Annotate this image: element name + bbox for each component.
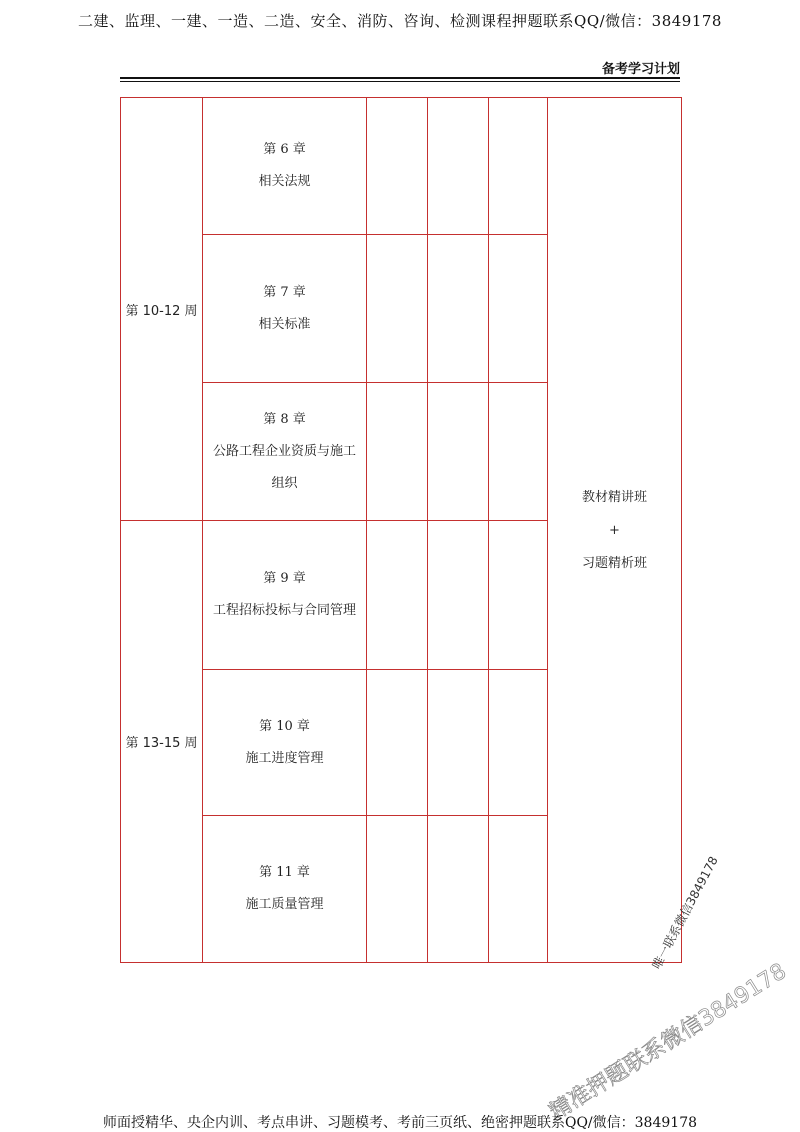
empty-cell [489, 235, 548, 383]
chapter-cell [203, 383, 367, 521]
watermark-large: 精准押题联系微信3849178 [545, 959, 791, 1126]
empty-cell [428, 670, 489, 816]
chapter-name: 相关标准 [258, 316, 311, 332]
empty-cell [489, 98, 548, 235]
chapter-cell [203, 521, 367, 670]
header-rule-thin [120, 81, 680, 82]
empty-cell [428, 98, 489, 235]
chapter-number: 第 7 章 [263, 284, 306, 300]
week-cell: 第 13-15 周 [121, 521, 203, 963]
chapter-number: 第 11 章 [259, 865, 310, 880]
chapter-number: 第 9 章 [263, 571, 306, 586]
table-row [121, 98, 682, 235]
class-type-line: 教材精讲班 [581, 489, 647, 505]
empty-cell [428, 383, 489, 521]
week-cell: 第 10-12 周 [121, 98, 203, 521]
empty-cell [367, 816, 428, 963]
header-rule-thick [120, 77, 680, 79]
class-type-plus: + [609, 522, 620, 538]
chapter-cell [203, 235, 367, 383]
chapter-cell [203, 98, 367, 235]
chapter-number: 第 8 章 [263, 411, 306, 427]
empty-cell [367, 383, 428, 521]
empty-cell [428, 816, 489, 963]
empty-cell [367, 98, 428, 235]
chapter-cell [203, 816, 367, 963]
chapter-name: 工程招标投标与合同管理 [212, 603, 356, 618]
watermark-small: 唯一联系微信3849178 [649, 854, 721, 972]
empty-cell [428, 235, 489, 383]
chapter-cell [203, 670, 367, 816]
chapter-number: 第 10 章 [259, 718, 310, 734]
chapter-name: 施工质量管理 [245, 897, 324, 912]
empty-cell [367, 670, 428, 816]
doc-title: 备考学习计划 [601, 62, 680, 77]
class-type-cell [548, 98, 682, 963]
empty-cell [367, 521, 428, 670]
empty-cell [367, 235, 428, 383]
chapter-name: 相关法规 [258, 174, 311, 189]
empty-cell [489, 383, 548, 521]
empty-cell [428, 521, 489, 670]
class-type-line: 习题精析班 [581, 555, 647, 571]
chapter-name: 施工进度管理 [245, 750, 324, 766]
study-plan-table [120, 97, 682, 963]
chapter-name: 公路工程企业资质与施工组织 [212, 443, 356, 491]
empty-cell [489, 670, 548, 816]
empty-cell [489, 816, 548, 963]
top-banner: 二建、监理、一建、一造、二造、安全、消防、咨询、检测课程押题联系QQ/微信：3849178 [78, 12, 722, 30]
bottom-banner: 师面授精华、央企内训、考点串讲、习题模考、考前三页纸、绝密押题联系QQ/微信：3849178 [102, 1115, 698, 1131]
empty-cell [489, 521, 548, 670]
chapter-number: 第 6 章 [263, 142, 306, 157]
